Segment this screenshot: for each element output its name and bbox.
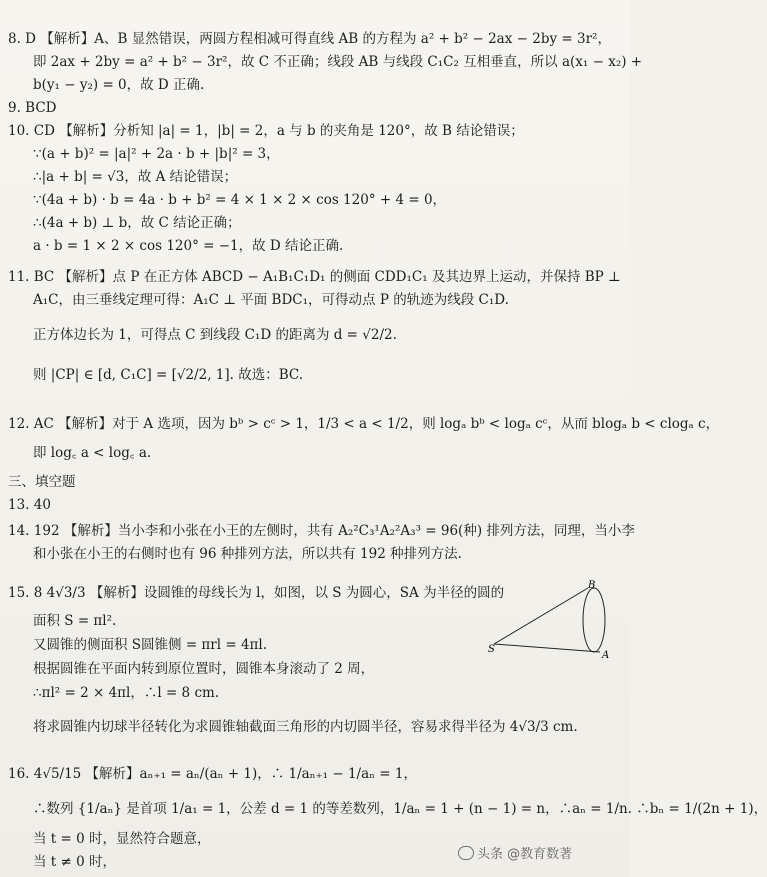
line-8: 8. D 【解析】A、B 显然错误，两圆方程相减可得直线 AB 的方程为 a² + b² − 2ax − 2by = 3r²，	[8, 31, 611, 47]
chat-icon	[458, 846, 474, 860]
cone-figure	[488, 580, 612, 661]
line-10c: ∴|a + b| = √3，故 A 结论错误；	[33, 169, 238, 185]
line-10e: ∴(4a + b) ⊥ b，故 C 结论正确；	[33, 215, 241, 231]
line-16c: 当 t = 0 时，显然符合题意，	[33, 831, 211, 847]
watermark	[458, 843, 572, 862]
line-10f: a · b = 1 × 2 × cos 120° = −1，故 D 结论正确.	[33, 238, 344, 254]
line-15: 15. 8 4√3/3 【解析】设圆锥的母线长为 l，如图，以 S 为圆心，SA 为半径的圆的	[8, 585, 505, 601]
line-11b: A₁C，由三垂线定理可得：A₁C ⊥ 平面 BDC₁，可得动点 P 的轨迹为线段 C₁D.	[33, 292, 509, 308]
line-11: 11. BC 【解析】点 P 在正方体 ABCD − A₁B₁C₁D₁ 的侧面 CDD₁C₁ 及其边界上运动，并保持 BP ⊥	[8, 269, 621, 285]
line-14: 14. 192 【解析】当小李和小张在小王的左侧时，共有 A₂²C₃¹A₂²A₃³ = 96(种) 排列方法，同理，当小李	[8, 523, 635, 539]
line-11d: 则 |CP| ∈ [d, C₁C] = [√2/2, 1]. 故选：BC.	[33, 367, 304, 383]
line-14b: 和小张在小王的右侧时也有 96 种排列方法，所以共有 192 种排列方法.	[33, 546, 462, 562]
line-16b: ∴数列 {1/aₙ} 是首项 1/a₁ = 1，公差 d = 1 的等差数列，1/aₙ = 1 + (n − 1) = n，∴aₙ = 1/n. ∴bₙ = 1/(2n + 1)，	[33, 801, 767, 817]
line-15f: 将求圆锥内切球半径转化为求圆锥轴截面三角形的内切圆半径，容易求得半径为 4√3/3 cm.	[33, 719, 578, 735]
label-a: A	[602, 650, 610, 661]
line-16d: 当 t ≠ 0 时，	[33, 854, 116, 870]
line-11c: 正方体边长为 1，可得点 C 到线段 C₁D 的距离为 d = √2/2.	[33, 327, 397, 343]
line-12: 12. AC 【解析】对于 A 选项，因为 bᵇ > cᶜ > 1，1/3 < a < 1/2，则 logₐ bᵇ < logₐ cᶜ，从而 blogₐ b < clogₐ c，	[8, 416, 720, 432]
label-s: S	[488, 644, 495, 655]
line-10b: ∵(a + b)² = |a|² + 2a · b + |b|² = 3，	[33, 146, 280, 162]
line-8c: b(y₁ − y₂) = 0，故 D 正确.	[33, 77, 205, 93]
line-13: 13. 40	[8, 497, 51, 513]
line-12b: 即 log꜀ a < log꜀ a.	[33, 445, 152, 461]
line-9: 9. BCD	[8, 100, 57, 116]
line-8b: 即 2ax + 2by = a² + b² − 3r²，故 C 不正确；线段 AB 与线段 C₁C₂ 互相垂直，所以 a(x₁ − x₂) +	[33, 54, 643, 70]
line-15b: 面积 S = πl².	[33, 613, 117, 629]
line-16: 16. 4√5/15 【解析】aₙ₊₁ = aₙ/(aₙ + 1)，∴ 1/aₙ₊₁ − 1/aₙ = 1，	[8, 766, 417, 782]
section-fill-in: 三、填空题	[8, 474, 76, 490]
line-15e: ∴πl² = 2 × 4πl，∴l = 8 cm.	[33, 685, 220, 701]
line-10d: ∵(4a + b) · b = 4a · b + b² = 4 × 1 × 2 × cos 120° + 4 = 0，	[33, 192, 447, 208]
line-15c: 又圆锥的侧面积 S圆锥侧 = πrl = 4πl.	[33, 637, 268, 653]
watermark-text: 头条 @教育数著	[477, 847, 573, 862]
label-b: B	[588, 580, 596, 591]
line-15d: 根据圆锥在平面内转到原位置时，圆锥本身滚动了 2 周，	[33, 661, 375, 677]
line-10: 10. CD 【解析】分析知 |a| = 1，|b| = 2，a 与 b 的夹角是 120°，故 B 结论错误；	[8, 123, 524, 139]
